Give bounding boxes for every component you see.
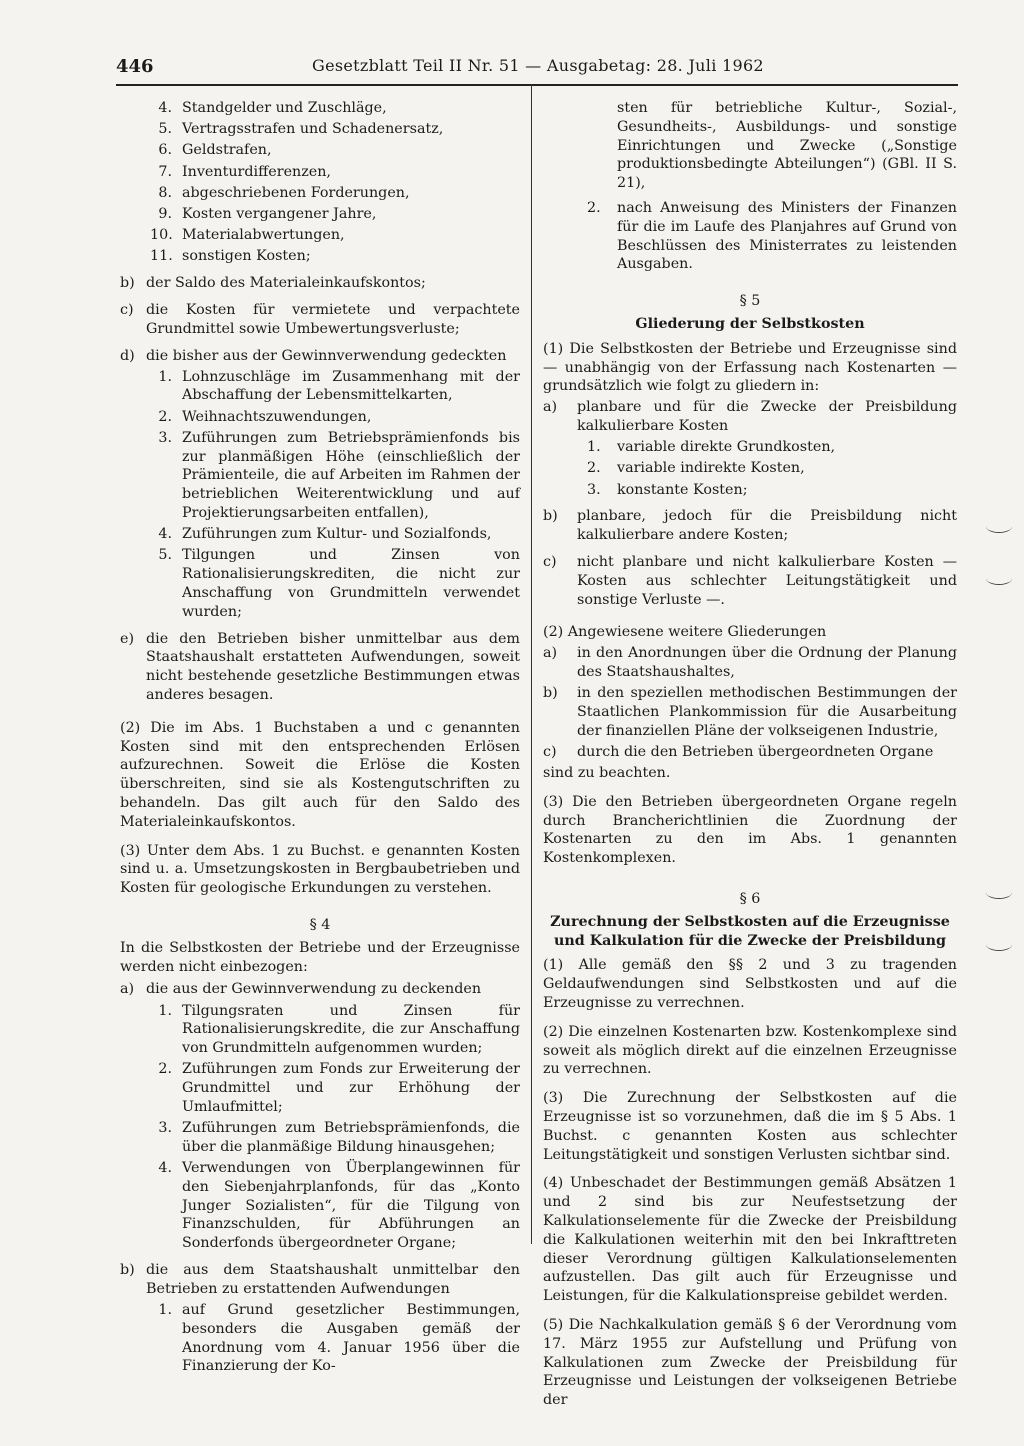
list-item-c: c) durch die den Betrieben übergeordneten Organe xyxy=(543,743,934,760)
list-item: 10. Materialabwertungen, xyxy=(150,227,345,244)
section-6-paragraph-4: (4) Unbeschadet der Bestimmungen gemäß Absätzen 1 und 2 sind bis zur Neufestsetzung der Kalkulationselemente für die Zwecke der Preisbildung die Kalkulationen weiterhin mit den bei Inkrafttreten dieser Verordnung gültigen Kalkulationselementen aufzustellen. Das gilt auch für Erzeugnisse und Leistungen, für die Kalkulationspreise gebildet werden. xyxy=(543,1175,957,1305)
list-item-b: b) der Saldo des Materialeinkaufskontos; xyxy=(120,275,426,292)
paragraph-3: (3) Unter dem Abs. 1 zu Buchst. e genannten Kosten sind u. a. Umsetzungskosten in Bergbaubetrieben und Kosten für geologische Erkundungen zu verstehen. xyxy=(120,842,520,897)
section-6-heading: Zurechnung der Selbstkosten auf die Erzeugnisse und Kalkulation für die Zwecke der Preisbildung xyxy=(550,913,950,949)
margin-scan-mark xyxy=(986,886,1012,899)
list-item: 5. Tilgungen und Zinsen von Rationalisierungskrediten, die nicht zur Anschaffung von Grundmitteln verwendet wurden; xyxy=(158,547,520,620)
page-number: 446 xyxy=(116,56,154,77)
left-column xyxy=(120,99,520,1379)
list-item: 4. Verwendungen von Überplangewinnen für den Siebenjahrplanfonds, für das „Konto Junger Sozialisten“, für die Tilgung von Finanzschulden, für Abführungen an Sonderfonds übergeordneter Organe; xyxy=(158,1160,520,1252)
section-5-paragraph-3: (3) Die den Betrieben übergeordneten Organe regeln durch Brancherichtlinien die Zuordnung der Kostenarten zu den im Abs. 1 genannten Kostenkomplexen. xyxy=(543,793,957,867)
list-item: 3. Zuführungen zum Betriebsprämienfonds, die über die planmäßige Bildung hinausgehen; xyxy=(158,1120,520,1155)
list-item: 4. Standgelder und Zuschläge, xyxy=(158,100,387,116)
list-item: 2. Zuführungen zum Fonds zur Erweiterung der Grundmittel und zur Erhöhung der Umlaufmittel; xyxy=(158,1061,520,1115)
section-5-paragraph-2: (2) Angewiesene weitere Gliederungen xyxy=(543,624,827,641)
list-item: 6. Geldstrafen, xyxy=(158,142,272,159)
header-title: Gesetzblatt Teil II Nr. 51 — Ausgabetag: 28. Juli 1962 xyxy=(312,56,764,75)
list-item: 3. Zuführungen zum Betriebsprämienfonds bis zur planmäßigen Höhe (einschließlich der Prämienteile, die auf Arbeiten im Rahmen der betrieblichen Weiterentwicklung und auf Projektierungsarbeiten entfallen), xyxy=(158,429,520,522)
list-item: 1. auf Grund gesetzlicher Bestimmungen, besonders die Ausgaben gemäß der Anordnung vom 4. Januar 1956 über die Finanzierung der Ko- xyxy=(158,1302,520,1375)
margin-scan-mark xyxy=(986,520,1012,533)
section-5-heading: Gliederung der Selbstkosten xyxy=(635,315,865,332)
margin-scan-mark xyxy=(986,572,1012,585)
section-5-paragraph-2-end: sind zu beachten. xyxy=(543,765,671,782)
list-item: 1. Lohnzuschläge im Zusammenhang mit der Abschaffung der Lebensmittelkarten, xyxy=(158,368,520,404)
right-column xyxy=(543,99,957,1420)
list-item-d: d) die bisher aus der Gewinnverwendung gedeckten xyxy=(120,347,507,364)
list-item-a: a) die aus der Gewinnverwendung zu deckenden xyxy=(120,981,482,998)
section-6-paragraph-2: (2) Die einzelnen Kostenarten bzw. Kostenkomplexe sind soweit als möglich direkt auf die einzelnen Erzeugnisse zu verrechnen. xyxy=(543,1023,957,1078)
column-divider xyxy=(531,84,532,1244)
list-item: 2. variable indirekte Kosten, xyxy=(587,460,805,477)
list-item: 7. Inventurdifferenzen, xyxy=(158,163,331,180)
list-item-c: c) die Kosten für vermietete und verpachtete Grundmittel sowie Umbewertungsverluste; xyxy=(120,301,520,337)
list-item: 1. variable direkte Grundkosten, xyxy=(587,439,836,456)
paragraph-2: (2) Die im Abs. 1 Buchstaben a und c genannten Kosten sind mit den entsprechenden Erlösen aufzurechnen. Soweit die Erlöse die Kosten überschreiten, sind sie als Kostengutschriften zu behandeln. Das gilt auch für den Saldo des Materialeinkaufskontos. xyxy=(120,719,520,830)
list-item-b: b) planbare, jedoch für die Preisbildung nicht kalkulierbare andere Kosten; xyxy=(543,508,957,544)
list-item-c: c) nicht planbare und nicht kalkulierbare Kosten — Kosten aus schlechter Leitungstätigkeit und sonstige Verluste —. xyxy=(543,553,957,608)
section-5-title: § 5 xyxy=(739,293,761,310)
list-item: 2. nach Anweisung des Ministers der Finanzen für die im Laufe des Planjahres auf Grund von Beschlüssen des Ministerrates zu leistenden Ausgaben. xyxy=(587,199,957,273)
list-item: 1. Tilgungsraten und Zinsen für Rationalisierungskredite, die zur Anschaffung von Grundmitteln aufgenommen wurden; xyxy=(158,1002,520,1057)
list-item-continued: sten für betriebliche Kultur-, Sozial-, Gesundheits-, Ausbildungs- und sonstige Einrichtungen und Zwecke („Sonstige produktionsbedingte Abteilungen“) (GBl. II S. 21), xyxy=(617,100,957,192)
page-header xyxy=(116,56,956,84)
list-item: 5. Vertragsstrafen und Schadenersatz, xyxy=(158,121,444,138)
list-item: 4. Zuführungen zum Kultur- und Sozialfonds, xyxy=(158,526,492,543)
section-5-paragraph-1: (1) Die Selbstkosten der Betriebe und Erzeugnisse sind — unabhängig von der Erfassung nach Kostenarten — grundsätzlich wie folgt zu gliedern in: xyxy=(543,340,957,395)
margin-scan-mark xyxy=(986,938,1012,951)
list-item-b: b) die aus dem Staatshaushalt unmittelbar den Betrieben zu erstattenden Aufwendungen xyxy=(120,1262,520,1297)
list-item: 11. sonstigen Kosten; xyxy=(150,248,311,265)
section-6-paragraph-3: (3) Die Zurechnung der Selbstkosten auf die Erzeugnisse ist so vorzunehmen, daß die im § 5 Abs. 1 Buchst. c genannten Kosten aus schlechter Leitungstätigkeit und sonstigen Verlusten sichtbar sind. xyxy=(543,1090,957,1163)
list-item-e: e) die den Betrieben bisher unmittelbar aus dem Staatshaushalt erstatteten Aufwendungen, soweit nicht bestehende gesetzliche Bestimmungen etwas anderes besagen. xyxy=(120,630,520,703)
list-item: 2. Weihnachtszuwendungen, xyxy=(158,408,372,425)
list-item-a: a) in den Anordnungen über die Ordnung der Planung des Staatshaushaltes, xyxy=(543,645,957,680)
section-4-intro: In die Selbstkosten der Betriebe und der Erzeugnisse werden nicht einbezogen: xyxy=(120,939,520,975)
list-item: 3. konstante Kosten; xyxy=(587,481,748,498)
list-item: 8. abgeschriebenen Forderungen, xyxy=(158,184,410,201)
list-item-b: b) in den speziellen methodischen Bestimmungen der Staatlichen Plankommission für die Ausarbeitung der finanziellen Pläne der volkseigenen Industrie, xyxy=(543,685,957,739)
section-6-paragraph-5: (5) Die Nachkalkulation gemäß § 6 der Verordnung vom 17. März 1955 zur Aufstellung und Prüfung von Kalkulationen zum Zwecke der Preisbildung für Erzeugnisse und Leistungen der volkseigenen Betriebe der xyxy=(543,1316,957,1409)
section-4-title: § 4 xyxy=(309,916,331,933)
section-6-paragraph-1: (1) Alle gemäß den §§ 2 und 3 zu tragenden Geldaufwendungen sind Selbstkosten und auf die Erzeugnisse zu verrechnen. xyxy=(543,957,957,1012)
section-6-title: § 6 xyxy=(739,891,761,908)
header-rule xyxy=(116,84,958,86)
list-item-a: a) planbare und für die Zwecke der Preisbildung kalkulierbare Kosten xyxy=(543,399,957,434)
list-item: 9. Kosten vergangener Jahre, xyxy=(158,205,377,222)
